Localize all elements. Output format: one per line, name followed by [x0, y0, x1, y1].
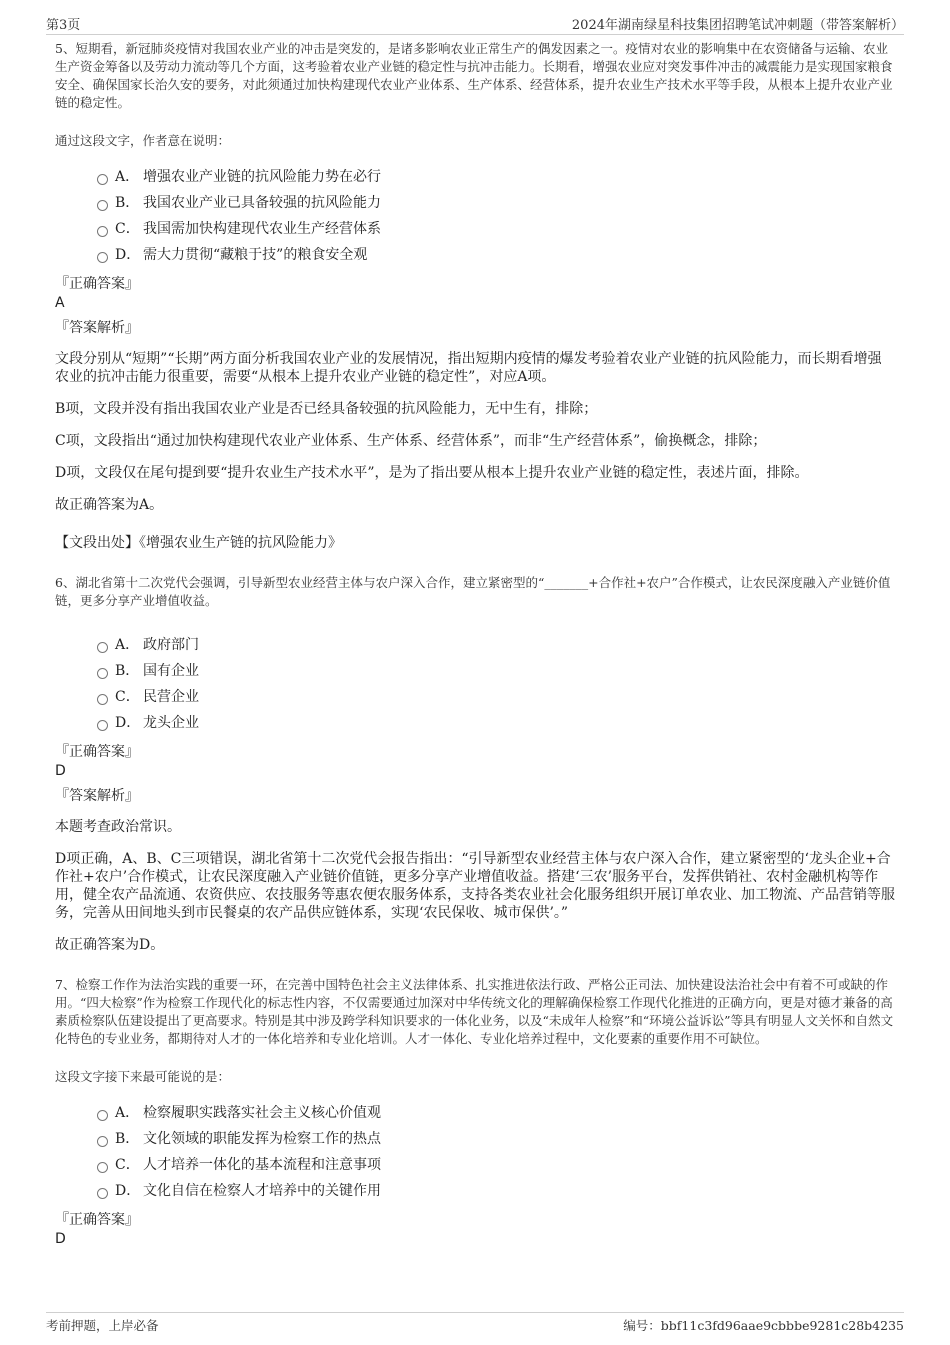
option-c[interactable]: C． 我国需加快构建现代农业生产经营体系 [97, 216, 895, 242]
option-b[interactable]: B． 国有企业 [97, 658, 895, 684]
radio-icon[interactable] [97, 720, 108, 731]
radio-icon[interactable] [97, 1136, 108, 1147]
page-footer [46, 1312, 904, 1335]
analysis-paragraph: 故正确答案为A。 [55, 497, 164, 513]
answer-value: D [55, 1231, 66, 1247]
radio-icon[interactable] [97, 694, 108, 705]
radio-icon[interactable] [97, 200, 108, 211]
question-stem: 6、湖北省第十二次党代会强调，引导新型农业经营主体与农户深入合作，建立紧密型的“_______+合作社+农户”合作模式，让农民深度融入产业链价值链，更多分享产业增值收益。 [55, 575, 891, 608]
page-content [55, 40, 895, 1248]
option-a[interactable]: A． 检察履职实践落实社会主义核心价值观 [97, 1100, 895, 1126]
question-prompt: 这段文字接下来最可能说的是： [55, 1069, 231, 1084]
answer-value: A [55, 295, 65, 311]
analysis-label: 『答案解析』 [55, 788, 139, 804]
analysis-paragraph: 本题考查政治常识。 [55, 819, 181, 835]
option-c[interactable]: C． 民营企业 [97, 684, 895, 710]
option-list [97, 1100, 895, 1204]
radio-icon[interactable] [97, 226, 108, 237]
radio-icon[interactable] [97, 1188, 108, 1199]
radio-icon[interactable] [97, 668, 108, 679]
option-list [97, 164, 895, 268]
question-stem: 7、检察工作作为法治实践的重要一环，在完善中国特色社会主义法律体系、扎实推进依法行政、严格公正司法、加快建设法治社会中有着不可或缺的作用。“四大检察”作为检察工作现代化的标志性内容，不仅需要通过加深对中华传统文化的理解确保检察工作现代化推进的正确方向，更是对德才兼备的高素质检察队伍建设提出了更高要求。特别是其中涉及跨学科知识要求的一体化业务，以及“未成年人检察”和“环境公益诉讼”等具有明显人文关怀和自然文化特色的专业业务，都期待对人才的一体化培养和专业化培训。人才一体化、专业化培养过程中，文化要素的重要作用不可缺位。 [55, 977, 894, 1046]
radio-icon[interactable] [97, 1110, 108, 1121]
radio-icon[interactable] [97, 1162, 108, 1173]
analysis-label: 『答案解析』 [55, 320, 139, 336]
option-c[interactable]: C． 人才培养一体化的基本流程和注意事项 [97, 1152, 895, 1178]
option-a[interactable]: A． 政府部门 [97, 632, 895, 658]
document-code: 编号：bbf11c3fd96aae9cbbbe9281c28b4235 [623, 1318, 904, 1333]
radio-icon[interactable] [97, 174, 108, 185]
option-b[interactable]: B． 文化领域的职能发挥为检察工作的热点 [97, 1126, 895, 1152]
option-list [97, 632, 895, 736]
answer-value: D [55, 763, 66, 779]
analysis-paragraph: B项，文段并没有指出我国农业产业是否已经具备较强的抗风险能力，无中生有，排除； [55, 401, 598, 417]
question-6 [55, 574, 895, 954]
source-label: 【文段出处】 [55, 535, 139, 551]
question-7 [55, 976, 895, 1248]
answer-label: 『正确答案』 [55, 276, 139, 292]
answer-label: 『正确答案』 [55, 1212, 139, 1228]
question-stem: 5、短期看，新冠肺炎疫情对我国农业产业的冲击是突发的，是诸多影响农业正常生产的偶发因素之一。疫情对农业的影响集中在农资储备与运输、农业生产资金筹备以及劳动力流动等几个方面，这考验着农业产业链的稳定性与抗冲击能力。长期看，增强农业应对突发事件冲击的减震能力是实现国家粮食安全、确保国家长治久安的要务，对此须通过加快构建现代农业产业体系、生产体系、经营体系，提升农业生产技术水平等手段，从根本上提升农业产业链的稳定性。 [55, 41, 893, 110]
footer-slogan: 考前押题，上岸必备 [46, 1318, 159, 1333]
analysis-paragraph: 故正确答案为D。 [55, 937, 165, 953]
answer-label: 『正确答案』 [55, 744, 139, 760]
page-header [46, 14, 904, 35]
question-prompt: 通过这段文字，作者意在说明： [55, 133, 231, 148]
radio-icon[interactable] [97, 642, 108, 653]
page-number: 第3页 [46, 18, 81, 33]
analysis-paragraph: C项，文段指出“通过加快构建现代农业产业体系、生产体系、经营体系”，而非“生产经营体系”，偷换概念，排除； [55, 433, 767, 449]
analysis-paragraph: D项正确，A、B、C三项错误，湖北省第十二次党代会报告指出：“引导新型农业经营主体与农户深入合作，建立紧密型的‘龙头企业+合作社+农户’合作模式，让农民深度融入产业链价值链，更多分享产业增值收益。搭建‘三农’服务平台，发挥供销社、农村金融机构等作用，健全农产品流通、农资供应、农技服务等惠农便农服务体系，支持各类农业社会化服务组织开展订单农业、加工物流、产品营销等服务，完善从田间地头到市民餐桌的农产品供应链体系，实现‘农民保收、城市保供’。” [55, 851, 895, 921]
option-b[interactable]: B． 我国农业产业已具备较强的抗风险能力 [97, 190, 895, 216]
option-a[interactable]: A． 增强农业产业链的抗风险能力势在必行 [97, 164, 895, 190]
option-d[interactable]: D． 龙头企业 [97, 710, 895, 736]
radio-icon[interactable] [97, 252, 108, 263]
option-d[interactable]: D． 需大力贯彻“藏粮于技”的粮食安全观 [97, 242, 895, 268]
question-5 [55, 40, 895, 552]
analysis-paragraph: D项，文段仅在尾句提到要“提升农业生产技术水平”，是为了指出要从根本上提升农业产业链的稳定性，表述片面，排除。 [55, 465, 809, 481]
source-title: 《增强农业生产链的抗风险能力》 [139, 535, 342, 551]
option-d[interactable]: D． 文化自信在检察人才培养中的关键作用 [97, 1178, 895, 1204]
source-line [55, 534, 895, 552]
analysis-paragraph: 文段分别从“短期”“长期”两方面分析我国农业产业的发展情况，指出短期内疫情的爆发考验着农业产业链的抗风险能力，而长期看增强农业的抗冲击能力很重要，需要“从根本上提升农业产业链的稳定性”，对应A项。 [55, 351, 882, 385]
document-title: 2024年湖南绿星科技集团招聘笔试冲刺题（带答案解析） [571, 18, 904, 33]
